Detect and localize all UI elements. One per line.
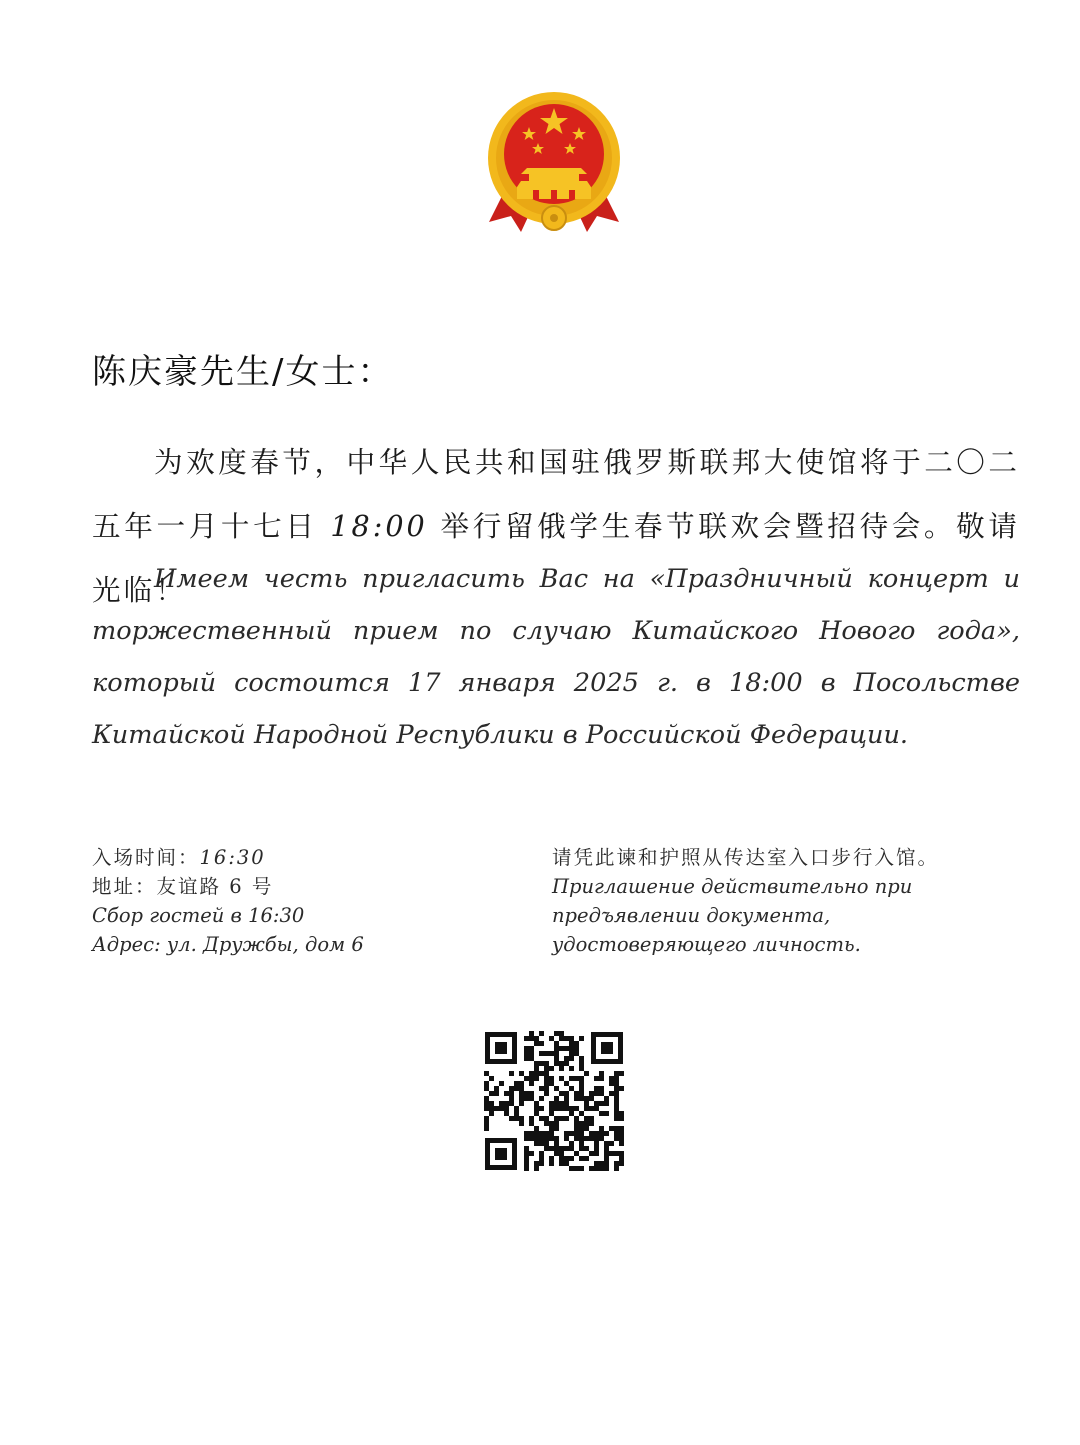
address-ru: Адрес: ул. Дружбы, дом 6 — [92, 933, 364, 956]
details-right — [552, 843, 1022, 959]
entry-time-cn — [92, 843, 512, 872]
national-emblem-icon — [483, 90, 625, 240]
qr-code-icon — [483, 1030, 625, 1172]
invitation-cn-part2: 举行留俄学生春节联欢会暨招待会。敬请光临！ — [92, 509, 1020, 607]
address-value: 友谊路 6 号 — [156, 875, 274, 898]
entry-time-label: 入场时间： — [92, 846, 200, 869]
admission-note-ru: Приглашение действительно при предъявлении документа, удостоверяющего личность. — [552, 875, 913, 956]
details-left — [92, 843, 512, 959]
entry-time-ru: Сбор гостей в 16:30 — [92, 904, 305, 927]
invitation-cn-part1: 为欢度春节，中华人民共和国驻俄罗斯联邦大使馆将于二〇二五年一月十七日 — [92, 445, 1020, 543]
address-label: 地址： — [92, 875, 157, 898]
admission-note-cn: 请凭此谏和护照从传达室入口步行入馆。 — [552, 846, 940, 869]
salutation: 陈庆豪先生/女士： — [92, 352, 394, 392]
invitation-russian: Имеем честь пригласить Вас на «Праздничный концерт и торжественный прием по случаю Китайского Нового года», который состоится 17 января 2025 г. в 18:00 в Посольстве Китайской Народной Республики в Российской Федерации. — [92, 564, 1020, 750]
address-cn — [92, 872, 512, 901]
invitation-time: 18:00 — [330, 509, 428, 543]
entry-time-value: 16:30 — [199, 846, 266, 869]
